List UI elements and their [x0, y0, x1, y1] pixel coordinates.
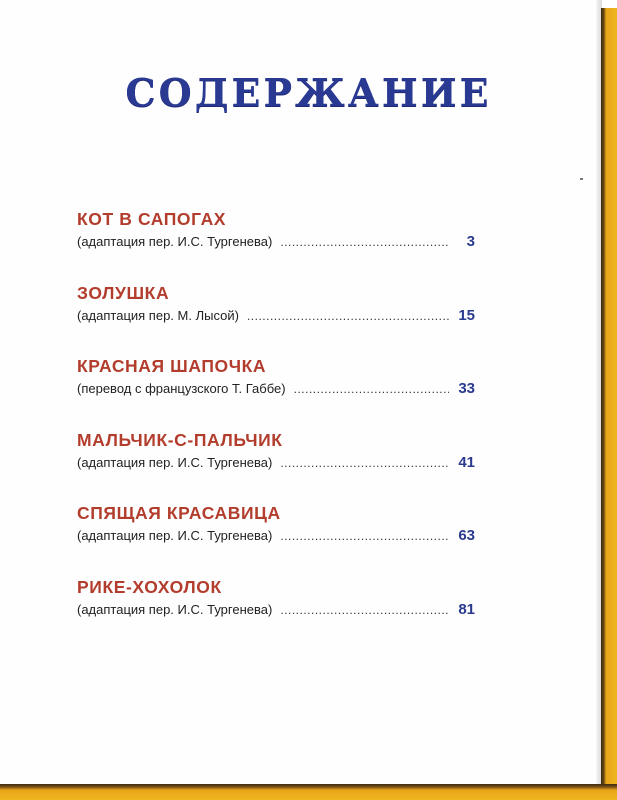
- story-title: СПЯЩАЯ КРАСАВИЦА: [77, 503, 281, 523]
- page-number: 41: [458, 453, 475, 471]
- book-cover-edge-bottom: [0, 784, 617, 800]
- toc-entry: [77, 428, 475, 502]
- translator-note: (адаптация пер. И.С. Тургенева): [77, 601, 273, 617]
- translator-note: (адаптация пер. И.С. Тургенева): [77, 454, 273, 470]
- toc-entry: [77, 501, 475, 575]
- story-title: КОТ В САПОГАХ: [77, 209, 227, 229]
- dot-leader: [247, 305, 449, 327]
- entry-line: [77, 378, 475, 400]
- dot-leader: [280, 525, 449, 547]
- dot-leader: [294, 378, 449, 400]
- entry-line: [77, 599, 475, 621]
- book-cover-edge-right: [601, 8, 617, 800]
- toc-entry: [77, 281, 475, 355]
- dot-leader: [280, 599, 449, 621]
- translator-note: (адаптация пер. М. Лысой): [77, 307, 239, 323]
- entry-line: [77, 231, 475, 253]
- story-title: ЗОЛУШКА: [77, 282, 170, 303]
- entry-line: [77, 305, 475, 327]
- story-title: КРАСНАЯ ШАПОЧКА: [77, 356, 267, 376]
- table-of-contents: [77, 207, 475, 648]
- page-title: СОДЕРЖАНИЕ: [125, 70, 492, 115]
- entry-line: [77, 525, 475, 547]
- translator-note: (перевод с французского Т. Габбе): [77, 381, 286, 396]
- page-number: 81: [458, 600, 475, 618]
- toc-entry: [77, 354, 475, 428]
- scan-speck: [580, 178, 583, 180]
- page-number: 63: [458, 527, 475, 544]
- page-number: 15: [458, 306, 475, 324]
- translator-note: (адаптация пер. И.С. Тургенева): [77, 528, 273, 543]
- toc-entry: [77, 207, 475, 281]
- story-title: МАЛЬЧИК-С-ПАЛЬЧИК: [77, 429, 283, 450]
- dot-leader: [280, 452, 449, 474]
- toc-entry: [77, 575, 475, 649]
- entry-line: [77, 452, 475, 474]
- page-number: 33: [458, 380, 475, 397]
- page-number: 3: [466, 233, 475, 250]
- story-title: РИКЕ-ХОХОЛОК: [77, 576, 222, 597]
- dot-leader: [280, 231, 449, 253]
- translator-note: (адаптация пер. И.С. Тургенева): [77, 234, 273, 249]
